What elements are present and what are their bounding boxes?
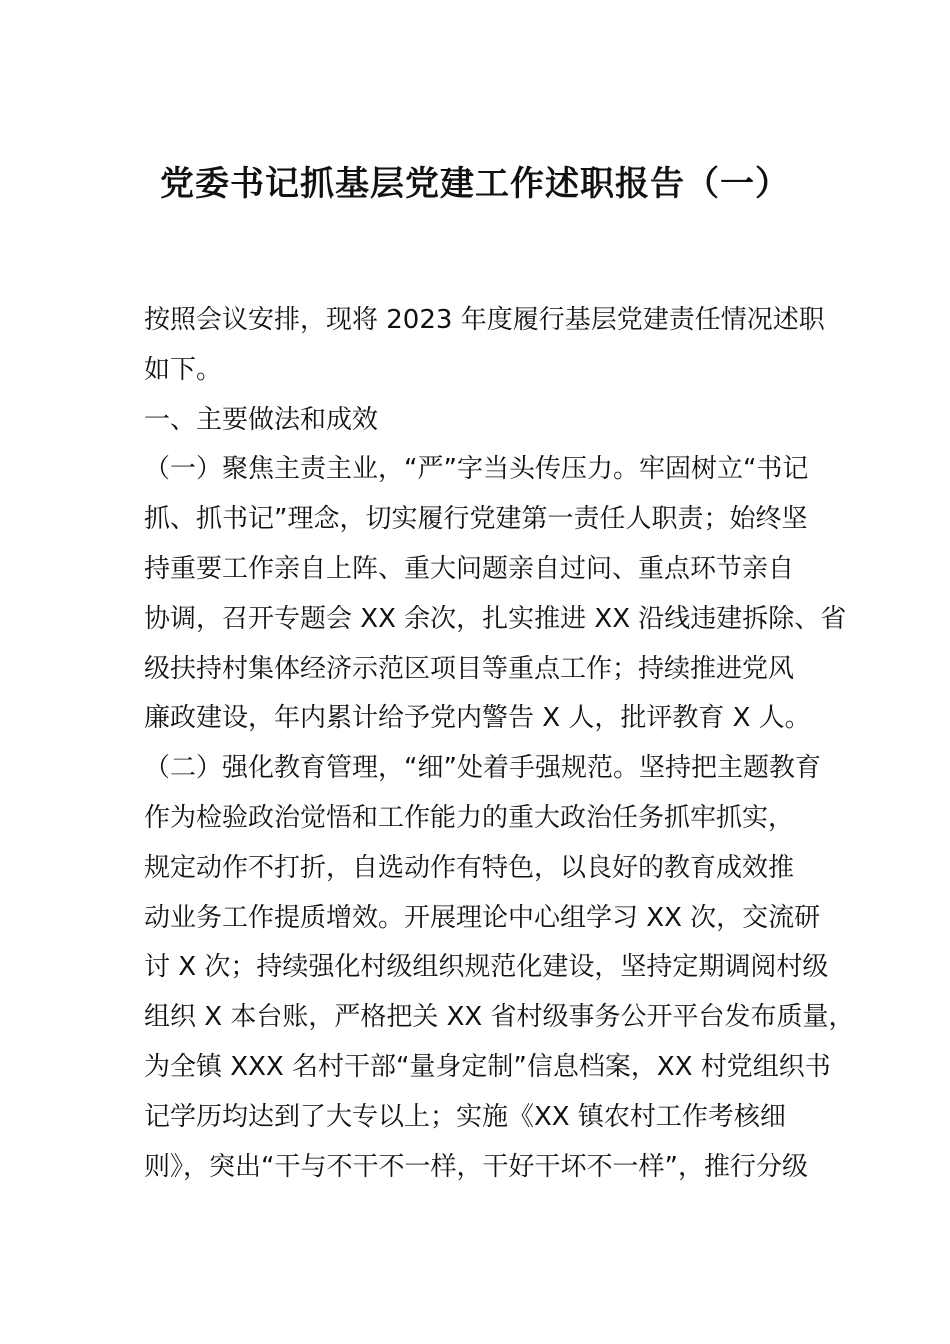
body-line: 规定动作不打折，自选动作有特色，以良好的教育成效推 — [144, 852, 795, 883]
body-line: 组织 X 本台账，严格把关 XX 省村级事务公开平台发布质量， — [144, 1002, 855, 1033]
body-line: 则》，突出“干与不干不一样，干好干坏不一样”，推行分级 — [144, 1151, 808, 1182]
body-line: 持重要工作亲自上阵、重大问题亲自过问、重点环节亲自 — [144, 553, 795, 584]
section-heading: 一、主要做法和成效 — [144, 404, 379, 435]
body-line: （二）强化教育管理，“细”处着手强规范。坚持把主题教育 — [144, 753, 821, 784]
document-body — [144, 296, 855, 1192]
body-line: 作为检验政治觉悟和工作能力的重大政治任务抓牢抓实， — [144, 802, 795, 833]
body-line: 如下。 — [144, 354, 223, 385]
body-line: 讨 X 次；持续强化村级组织规范化建设，坚持定期调阅村级 — [144, 952, 829, 983]
body-line: 级扶持村集体经济示范区项目等重点工作；持续推进党风 — [144, 653, 795, 684]
body-line: 记学历均达到了大专以上；实施《XX 镇农村工作考核细 — [144, 1101, 786, 1132]
body-line: （一）聚焦主责主业，“严”字当头传压力。牢固树立“书记 — [144, 454, 809, 485]
body-line: 廉政建设，年内累计给予党内警告 X 人，批评教育 X 人。 — [144, 703, 811, 734]
body-line: 按照会议安排，现将 2023 年度履行基层党建责任情况述职 — [144, 305, 825, 335]
body-line: 抓、抓书记”理念，切实履行党建第一责任人职责；始终坚 — [144, 504, 808, 535]
body-line: 动业务工作提质增效。开展理论中心组学习 XX 次，交流研 — [144, 902, 821, 933]
body-line: 为全镇 XXX 名村干部“量身定制”信息档案，XX 村党组织书 — [144, 1051, 831, 1082]
body-line: 协调，召开专题会 XX 余次，扎实推进 XX 沿线违建拆除、省 — [144, 603, 847, 634]
document-title: 党委书记抓基层党建工作述职报告（一） — [160, 164, 790, 204]
